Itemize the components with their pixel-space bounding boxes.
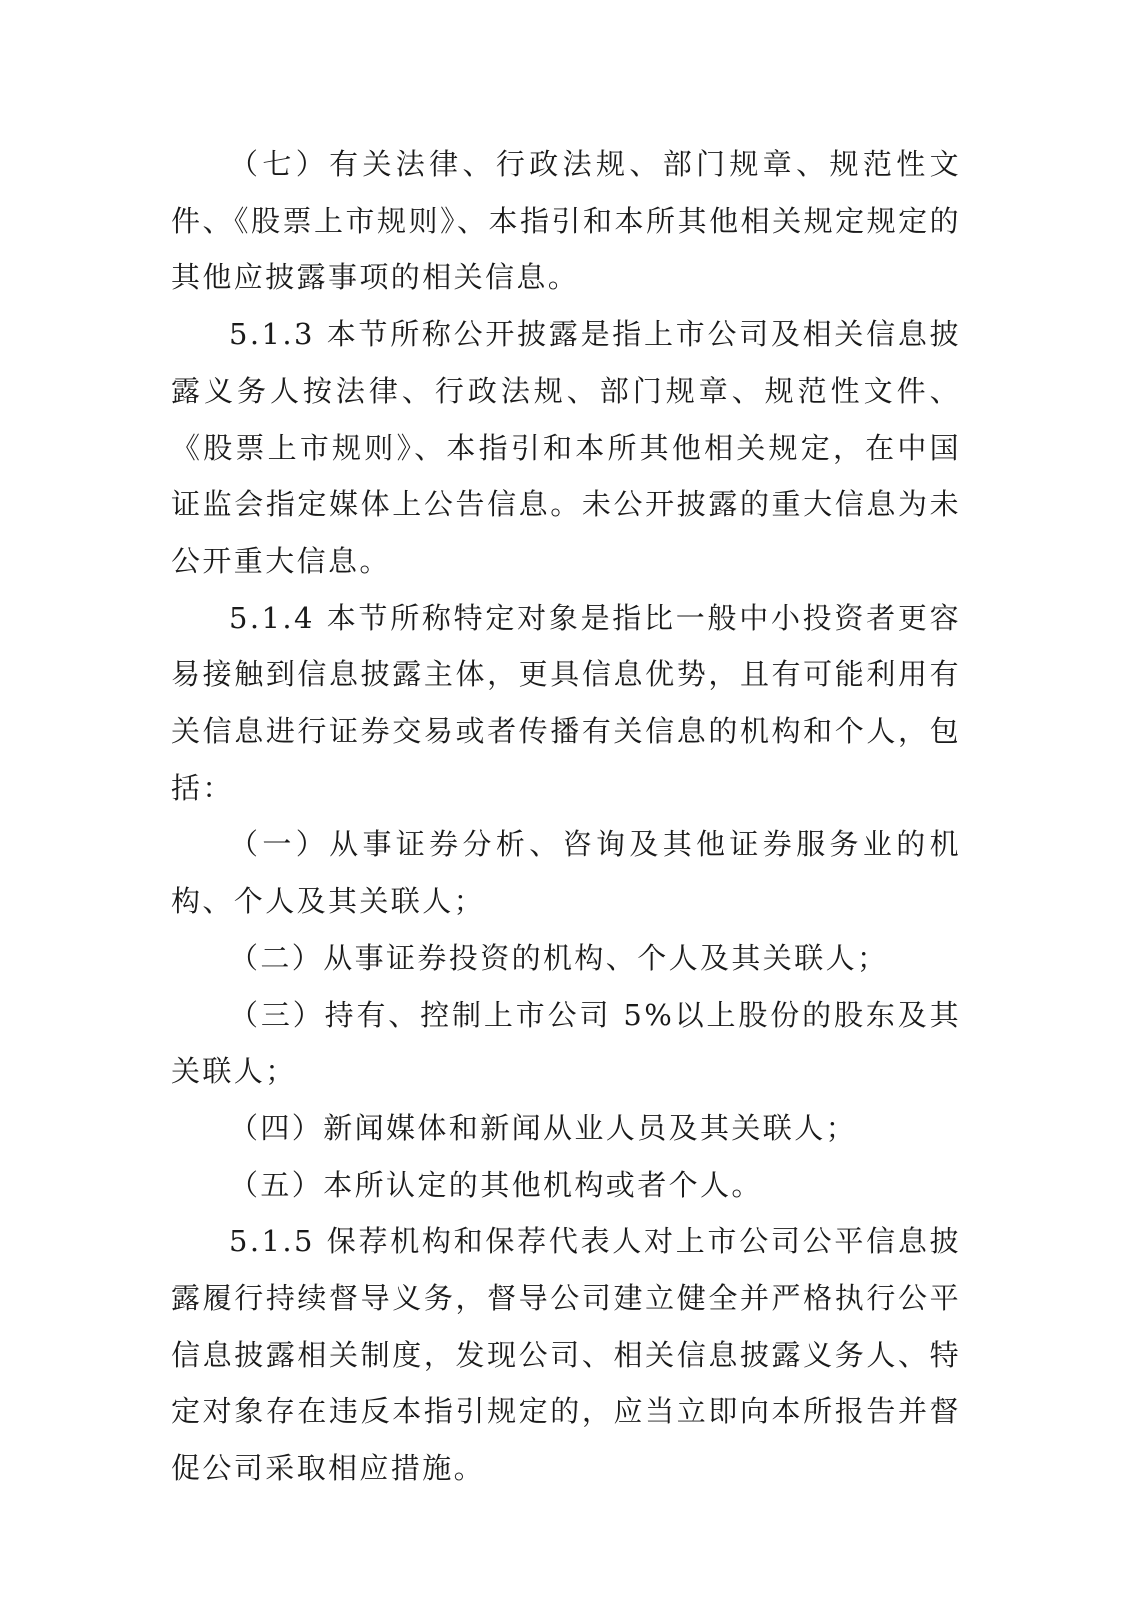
list-item-3: （三）持有、控制上市公司 5%以上股份的股东及其关联人； [171,997,961,1089]
paragraph-5-1-4-specific-objects: 5.1.4 本节所称特定对象是指比一般中小投资者更容易接触到信息披露主体，更具信息优势，且有可能利用有关信息进行证券交易或者传播有关信息的机构和个人，包括： [171,600,961,805]
list-item-1: （一）从事证券分析、咨询及其他证券服务业的机构、个人及其关联人； [171,827,961,919]
list-item-5: （五）本所认定的其他机构或者个人。 [229,1167,763,1202]
list-item-2: （二）从事证券投资的机构、个人及其关联人； [229,940,889,975]
paragraph-item-7-other-matters: （七）有关法律、行政法规、部门规章、规范性文件、《股票上市规则》、本指引和本所其他相关规定规定的其他应披露事项的相关信息。 [171,147,961,295]
paragraph-5-1-3-public-disclosure: 5.1.3 本节所称公开披露是指上市公司及相关信息披露义务人按法律、行政法规、部门规章、规范性文件、《股票上市规则》、本指引和本所其他相关规定，在中国证监会指定媒体上公告信息。未公开披露的重大信息为未公开重大信息。 [171,317,961,578]
list-item-4: （四）新闻媒体和新闻从业人员及其关联人； [229,1110,858,1145]
paragraph-5-1-5-sponsor-duty: 5.1.5 保荐机构和保荐代表人对上市公司公平信息披露履行持续督导义务，督导公司建立健全并严格执行公平信息披露相关制度，发现公司、相关信息披露义务人、特定对象存在违反本指引规定的，应当立即向本所报告并督促公司采取相应措施。 [171,1224,961,1486]
document-page [171,136,961,1497]
